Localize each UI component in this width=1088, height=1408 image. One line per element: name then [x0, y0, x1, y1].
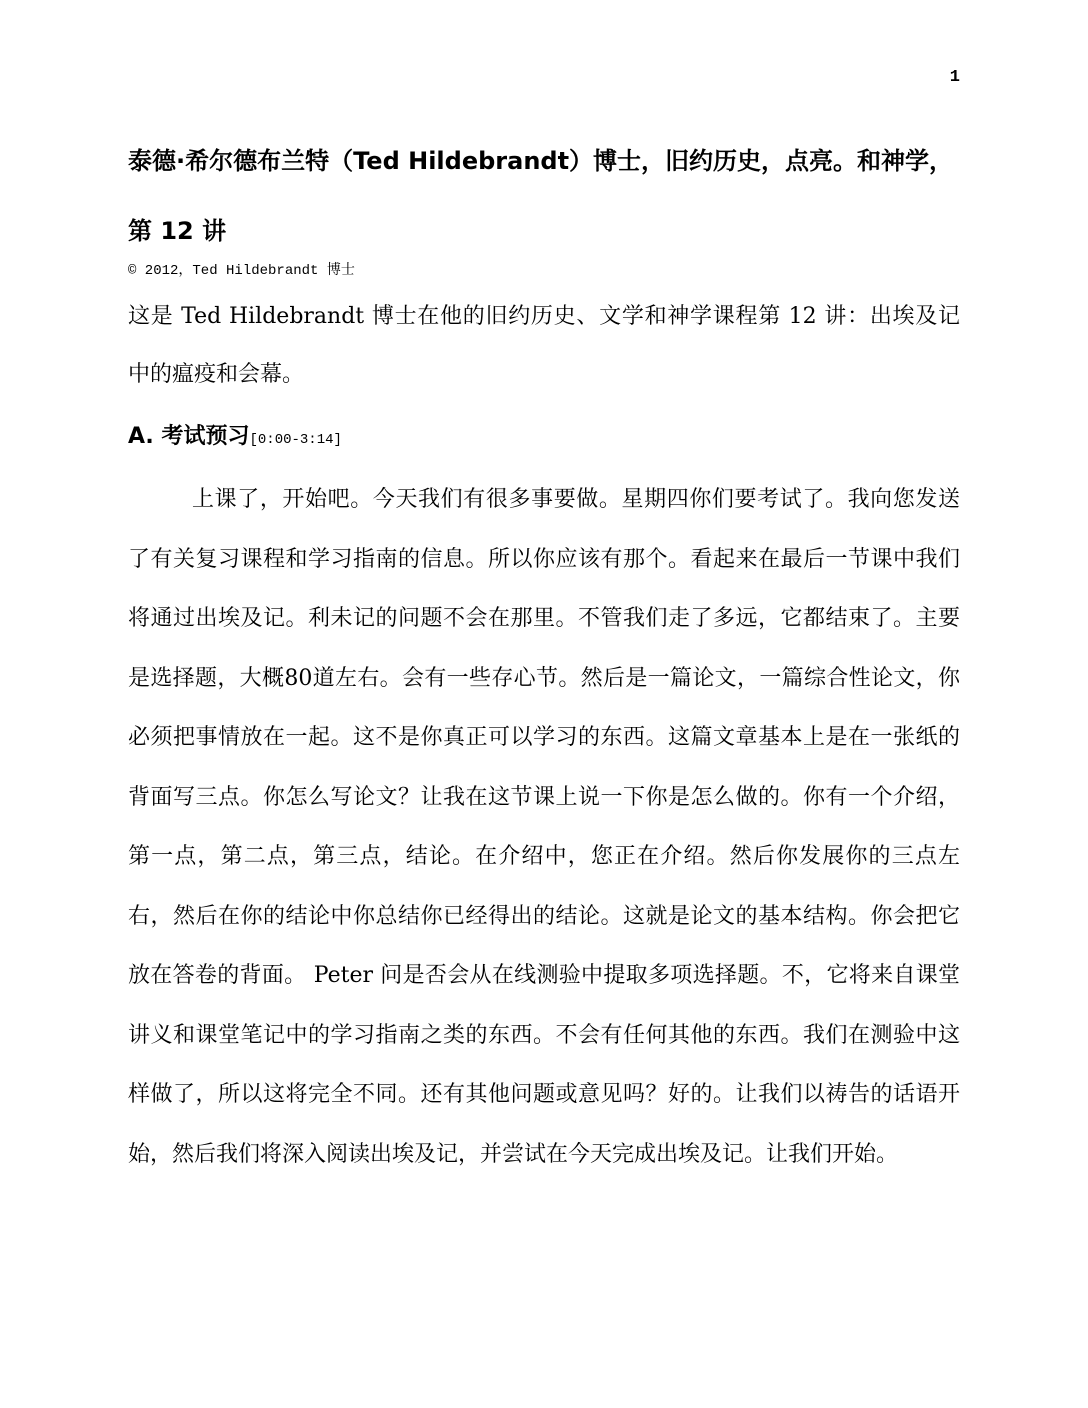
- section-label: A.: [128, 424, 154, 449]
- section-heading: [128, 420, 342, 456]
- section-heading-text: 考试预习: [161, 424, 250, 449]
- document-title: 泰德·希尔德布兰特（Ted Hildebrandt）博士，旧约历史，点亮。和神学，第 12 讲: [128, 147, 954, 245]
- intro-paragraph: 这是 Ted Hildebrandt 博士在他的旧约历史、文学和神学课程第 12 讲：出埃及记中的瘟疫和会幕。: [128, 304, 960, 387]
- page-number: 1: [949, 68, 960, 87]
- section-timestamp: [0:00-3:14]: [249, 432, 342, 448]
- body-paragraph: 上课了，开始吧。今天我们有很多事要做。星期四你们要考试了。我向您发送了有关复习课程和学习指南的信息。所以你应该有那个。看起来在最后一节课中我们将通过出埃及记。利未记的问题不会在那里。不管我们走了多远，它都结束了。主要是选择题，大概80道左右。会有一些存心节。然后是一篇论文，一篇综合性论文，你必须把事情放在一起。这不是你真正可以学习的东西。这篇文章基本上是在一张纸的背面写三点。你怎么写论文？让我在这节课上说一下你是怎么做的。你有一个介绍，第一点，第二点，第三点，结论。在介绍中，您正在介绍。然后你发展你的三点左右，然后在你的结论中你总结你已经得出的结论。这就是论文的基本结构。你会把它放在答卷的背面。 Peter 问是否会从在线测验中提取多项选择题。不，它将来自课堂讲义和课堂笔记中的学习指南之类的东西。不会有任何其他的东西。我们在测验中这样做了，所以这将完全不同。还有其他问题或意见吗？好的。让我们以祷告的话语开始，然后我们将深入阅读出埃及记，并尝试在今天完成出埃及记。让我们开始。: [128, 487, 960, 1167]
- copyright-notice: © 2012，Ted Hildebrandt 博士: [128, 263, 355, 279]
